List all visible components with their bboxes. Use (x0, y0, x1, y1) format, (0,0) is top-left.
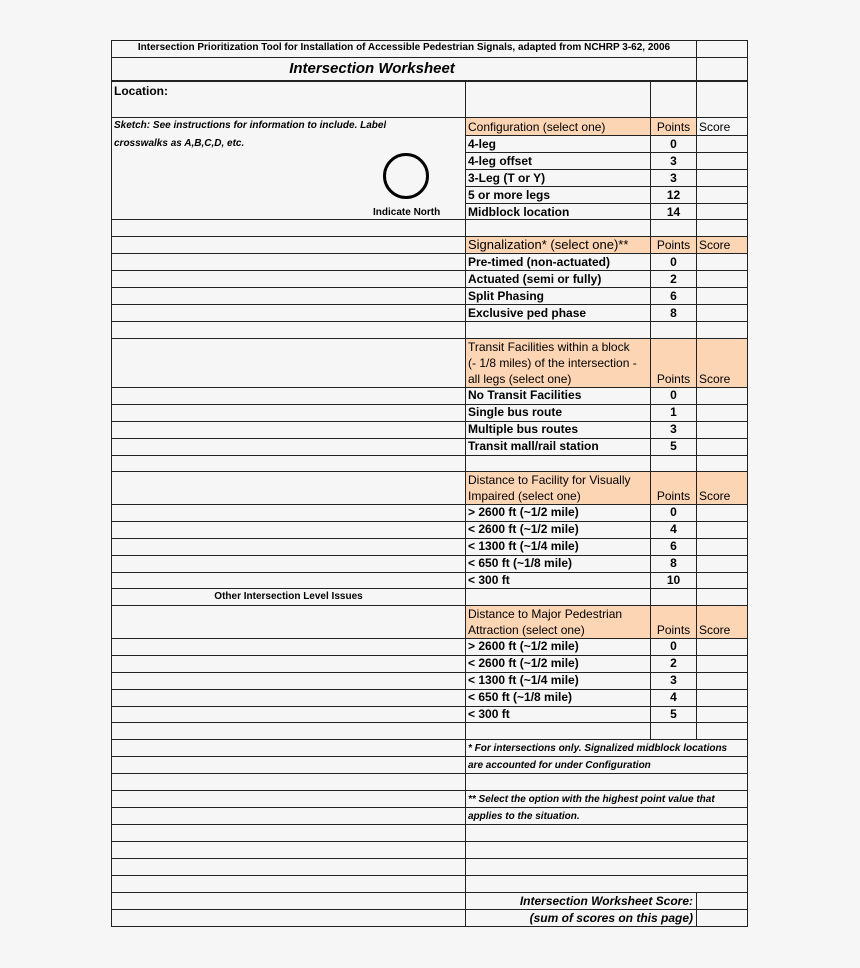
grid-line (111, 338, 748, 339)
score-header: Score (699, 372, 731, 386)
pedestrian-attraction-option-points: 3 (670, 673, 677, 687)
signalization-option-points: 6 (670, 289, 677, 303)
transit-option-points: 3 (670, 422, 677, 436)
points-header: Points (656, 623, 691, 637)
transit-score-field[interactable] (697, 421, 747, 437)
configuration-option-points: 14 (666, 205, 681, 219)
pedestrian-attraction-score-field[interactable] (697, 706, 747, 722)
signalization-option-points: 0 (670, 255, 677, 269)
grid-line (111, 790, 748, 791)
grid-line (111, 57, 748, 58)
sketch-instruction-line1: Sketch: See instructions for information to include. Label (114, 120, 387, 131)
location-label: Location: (114, 84, 168, 98)
configuration-header: Configuration (select one) (468, 120, 606, 134)
grid-line (111, 321, 748, 322)
pedestrian-attraction-option-label: > 2600 ft (~1/2 mile) (468, 639, 579, 653)
grid-line (111, 892, 748, 893)
pedestrian-attraction-option-label: < 1300 ft (~1/4 mile) (468, 673, 579, 687)
grid-line (111, 841, 748, 842)
points-header: Points (656, 372, 691, 386)
grid-line (111, 471, 748, 472)
grid-line (111, 117, 748, 118)
transit-option-label: Single bus route (468, 405, 563, 419)
pedestrian-attraction-option-label: < 2600 ft (~1/2 mile) (468, 656, 579, 670)
visually-impaired-option-label: > 2600 ft (~1/2 mile) (468, 505, 579, 519)
visually-impaired-header-line1: Distance to Facility for Visually (468, 473, 631, 487)
configuration-option-points: 0 (670, 137, 677, 151)
signalization-score-field[interactable] (697, 305, 747, 321)
pedestrian-attraction-option-points: 2 (670, 656, 677, 670)
score-header: Score (699, 238, 731, 252)
transit-option-points: 1 (670, 405, 677, 419)
score-header: Score (699, 120, 731, 134)
configuration-score-field[interactable] (697, 170, 747, 186)
transit-header-line3: all legs (select one) (468, 372, 572, 386)
signalization-option-label: Exclusive ped phase (468, 306, 587, 320)
pedestrian-attraction-score-field[interactable] (697, 655, 747, 671)
transit-option-points: 5 (670, 439, 677, 453)
grid-line (111, 588, 748, 589)
grid-line (747, 40, 748, 927)
visually-impaired-option-label: < 1300 ft (~1/4 mile) (468, 539, 579, 553)
transit-option-points: 0 (670, 388, 677, 402)
transit-option-label: Transit mall/rail station (468, 439, 599, 453)
grid-line (111, 80, 748, 82)
visually-impaired-score-field[interactable] (697, 521, 747, 537)
visually-impaired-option-points: 10 (666, 573, 681, 587)
configuration-option-label: 3-Leg (T or Y) (468, 171, 546, 185)
pedestrian-attraction-score-field[interactable] (697, 638, 747, 654)
pedestrian-attraction-option-points: 5 (670, 707, 677, 721)
transit-score-field[interactable] (697, 438, 747, 454)
pedestrian-attraction-option-points: 4 (670, 690, 677, 704)
score-header: Score (699, 623, 731, 637)
transit-option-label: No Transit Facilities (468, 388, 582, 402)
grid-line (111, 807, 748, 808)
sketch-instruction-line2: crosswalks as A,B,C,D, etc. (114, 138, 245, 149)
pedestrian-attraction-score-field[interactable] (697, 672, 747, 688)
visually-impaired-option-label: < 300 ft (468, 573, 510, 587)
transit-option-label: Multiple bus routes (468, 422, 579, 436)
visually-impaired-option-points: 0 (670, 505, 677, 519)
pedestrian-attraction-option-label: < 650 ft (~1/8 mile) (468, 690, 573, 704)
note-signalization-line2: are accounted for under Configuration (468, 760, 651, 771)
grid-line (111, 909, 748, 910)
note-select-line1: ** Select the option with the highest point value that (468, 794, 715, 805)
transit-score-field[interactable] (697, 387, 747, 403)
grid-line (111, 773, 748, 774)
grid-line (111, 40, 112, 927)
visually-impaired-score-field[interactable] (697, 555, 747, 571)
transit-header-line2: (- 1/8 miles) of the intersection - (468, 356, 637, 370)
configuration-option-label: 4-leg (468, 137, 497, 151)
signalization-score-field[interactable] (697, 271, 747, 287)
worksheet-score-sub: (sum of scores on this page) (529, 911, 693, 925)
transit-header-line1: Transit Facilities within a block (468, 340, 630, 354)
configuration-score-field[interactable] (697, 187, 747, 203)
pedestrian-attraction-header-line2: Attraction (select one) (468, 623, 585, 637)
pedestrian-attraction-score-field[interactable] (697, 689, 747, 705)
configuration-option-points: 12 (666, 188, 681, 202)
grid-line (696, 40, 697, 80)
grid-line (111, 858, 748, 859)
indicate-north-label: Indicate North (373, 207, 441, 218)
grid-line (111, 739, 748, 740)
signalization-option-label: Actuated (semi or fully) (468, 272, 602, 286)
signalization-score-field[interactable] (697, 288, 747, 304)
other-issues-label: Other Intersection Level Issues (214, 591, 363, 602)
configuration-option-label: Midblock location (468, 205, 570, 219)
points-header: Points (656, 120, 691, 134)
configuration-option-points: 3 (670, 154, 677, 168)
visually-impaired-option-label: < 650 ft (~1/8 mile) (468, 556, 573, 570)
configuration-score-field[interactable] (697, 204, 747, 220)
grid-line (111, 40, 748, 41)
grid-line (111, 875, 748, 876)
visually-impaired-score-field[interactable] (697, 572, 747, 588)
visually-impaired-score-field[interactable] (697, 504, 747, 520)
north-circle-icon (382, 152, 430, 200)
grid-line (465, 80, 466, 927)
grid-line (111, 824, 748, 825)
configuration-option-label: 5 or more legs (468, 188, 551, 202)
visually-impaired-header-line2: Impaired (select one) (468, 489, 581, 503)
grid-line (696, 892, 697, 927)
visually-impaired-option-points: 8 (670, 556, 677, 570)
points-header: Points (656, 238, 691, 252)
grid-line (111, 722, 748, 723)
visually-impaired-option-label: < 2600 ft (~1/2 mile) (468, 522, 579, 536)
pedestrian-attraction-option-label: < 300 ft (468, 707, 510, 721)
grid-line (111, 455, 748, 456)
signalization-option-label: Pre-timed (non-actuated) (468, 255, 611, 269)
grid-line (111, 756, 748, 757)
worksheet-score-label: Intersection Worksheet Score: (519, 894, 693, 908)
visually-impaired-option-points: 4 (670, 522, 677, 536)
signalization-option-points: 8 (670, 306, 677, 320)
configuration-option-label: 4-leg offset (468, 154, 533, 168)
configuration-score-field[interactable] (697, 136, 747, 152)
visually-impaired-option-points: 6 (670, 539, 677, 553)
pedestrian-attraction-option-points: 0 (670, 639, 677, 653)
configuration-option-points: 3 (670, 171, 677, 185)
visually-impaired-score-field[interactable] (697, 538, 747, 554)
grid-line (111, 605, 748, 606)
grid-line (111, 236, 748, 237)
pedestrian-attraction-header-line1: Distance to Major Pedestrian (468, 607, 623, 621)
points-header: Points (656, 489, 691, 503)
score-header: Score (699, 489, 731, 503)
signalization-option-label: Split Phasing (468, 289, 545, 303)
sheet-title: Intersection Prioritization Tool for Installation of Accessible Pedestrian Signals, adapted from NCHRP 3-62, 2006 (137, 42, 671, 53)
note-select-line2: applies to the situation. (468, 811, 580, 822)
worksheet-subtitle: Intersection Worksheet (289, 60, 455, 77)
transit-score-field[interactable] (697, 404, 747, 420)
grid-line (111, 926, 748, 927)
signalization-option-points: 2 (670, 272, 677, 286)
signalization-header: Signalization* (select one)** (468, 237, 629, 252)
signalization-score-field[interactable] (697, 254, 747, 270)
configuration-score-field[interactable] (697, 153, 747, 169)
note-signalization-line1: * For intersections only. Signalized midblock locations (468, 743, 728, 754)
